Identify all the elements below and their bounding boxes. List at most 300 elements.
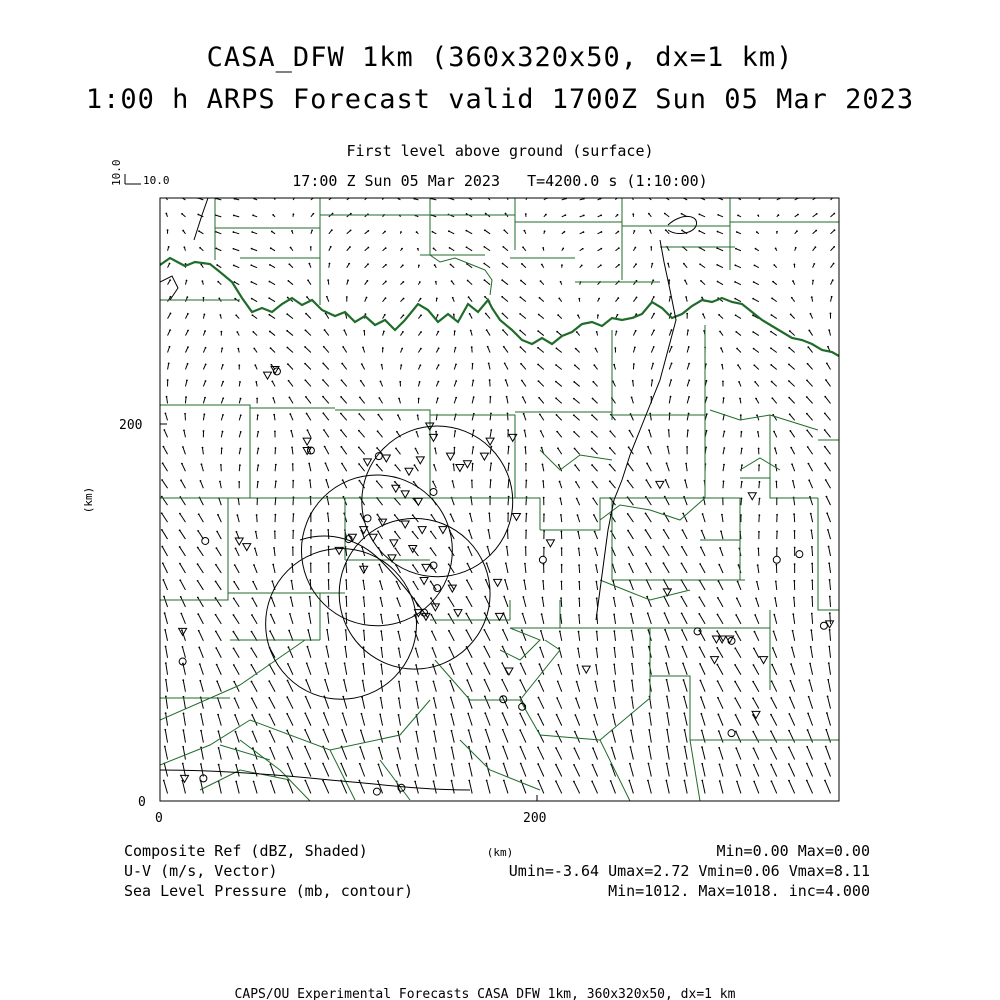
wind-vector bbox=[774, 631, 777, 640]
wind-vector-head bbox=[433, 697, 435, 699]
wind-vector-head bbox=[271, 597, 273, 599]
wind-vector-head bbox=[186, 380, 188, 382]
wind-vector-head bbox=[702, 513, 704, 515]
wind-vector-head bbox=[829, 596, 831, 598]
wind-vector bbox=[434, 765, 436, 777]
wind-vector bbox=[560, 482, 562, 489]
wind-vector bbox=[808, 364, 813, 370]
wind-vector-head bbox=[239, 381, 241, 383]
wind-vector bbox=[201, 697, 204, 708]
wind-vector bbox=[396, 448, 400, 454]
wind-vector bbox=[538, 697, 543, 708]
wind-vector-head bbox=[397, 631, 399, 633]
wind-vector-head bbox=[647, 780, 649, 782]
wind-vector-head bbox=[758, 448, 760, 450]
wind-vector-head bbox=[199, 663, 201, 665]
wind-vector bbox=[182, 647, 185, 658]
wind-vector-head bbox=[754, 614, 756, 616]
wind-vector bbox=[378, 431, 383, 437]
wind-vector bbox=[216, 548, 221, 556]
wind-vector bbox=[164, 780, 168, 793]
wind-vector-head bbox=[288, 263, 290, 265]
wind-vector-head bbox=[792, 630, 794, 632]
wind-vector-head bbox=[577, 314, 579, 316]
wind-vector-head bbox=[828, 562, 830, 564]
wind-vector-head bbox=[340, 396, 342, 398]
wind-vector-head bbox=[651, 263, 653, 265]
wind-vector-head bbox=[717, 697, 719, 699]
wind-vector-head bbox=[752, 697, 754, 699]
wind-vector bbox=[830, 613, 831, 624]
wind-vector-head bbox=[753, 764, 755, 766]
wind-vector-head bbox=[507, 512, 509, 514]
wind-vector-head bbox=[573, 398, 575, 400]
wind-vector-head bbox=[596, 631, 598, 633]
wind-vector bbox=[735, 665, 741, 675]
wind-vector-head bbox=[398, 398, 400, 400]
wind-vector bbox=[520, 680, 526, 691]
wind-vector-head bbox=[268, 314, 270, 316]
wind-vector-head bbox=[630, 613, 632, 615]
wind-vector bbox=[452, 747, 455, 759]
wind-vector-head bbox=[380, 614, 382, 616]
wind-vector-head bbox=[596, 597, 598, 599]
wind-vector-head bbox=[556, 431, 558, 433]
wind-vector-head bbox=[759, 481, 761, 483]
wind-vector-head bbox=[345, 629, 347, 631]
wind-vector bbox=[736, 732, 741, 743]
wind-vector-head bbox=[502, 729, 504, 731]
wind-vector bbox=[759, 515, 760, 522]
wind-vector-head bbox=[810, 313, 812, 315]
wind-vector bbox=[323, 363, 329, 369]
wind-vector-head bbox=[576, 498, 578, 500]
wind-vector-head bbox=[681, 546, 683, 548]
wind-vector-head bbox=[701, 297, 703, 299]
wind-vector-head bbox=[794, 547, 796, 549]
wind-vector-head bbox=[618, 264, 620, 266]
wind-vector bbox=[486, 730, 490, 743]
wind-vector bbox=[629, 547, 634, 556]
wind-vector bbox=[648, 764, 651, 777]
wind-vector bbox=[504, 597, 508, 607]
wind-vector bbox=[735, 265, 741, 267]
wind-vector-head bbox=[505, 562, 507, 564]
wind-vector-head bbox=[489, 379, 491, 381]
wind-vector-head bbox=[341, 379, 343, 381]
wind-vector-head bbox=[796, 230, 798, 232]
wind-vector-head bbox=[415, 731, 417, 733]
wind-vector bbox=[754, 765, 759, 777]
wind-vector-head bbox=[723, 430, 725, 432]
wind-vector bbox=[167, 397, 168, 404]
wind-vector bbox=[270, 731, 275, 743]
wind-vector-head bbox=[288, 646, 290, 648]
wind-vector bbox=[216, 631, 221, 640]
wind-vector-head bbox=[600, 264, 602, 266]
wind-vector bbox=[307, 663, 311, 674]
wind-vector bbox=[719, 565, 723, 573]
wind-vector-head bbox=[776, 231, 778, 233]
wind-vector-head bbox=[538, 697, 540, 699]
wind-vector bbox=[579, 565, 580, 573]
wind-vector bbox=[486, 747, 490, 760]
legend-stats-slp: Min=1012. Max=1018. inc=4.000 bbox=[608, 882, 870, 900]
wind-vector-head bbox=[323, 429, 325, 431]
wind-vector-head bbox=[398, 681, 400, 683]
map-title-line1: CASA_DFW 1km (360x320x50, dx=1 km) bbox=[206, 42, 794, 73]
wind-vector-head bbox=[592, 747, 594, 749]
wind-vector-head bbox=[402, 314, 404, 316]
wind-vector bbox=[524, 580, 526, 590]
wind-vector bbox=[649, 713, 651, 725]
wind-vector bbox=[702, 764, 705, 777]
wind-vector-head bbox=[349, 246, 351, 248]
wind-vector-head bbox=[412, 564, 414, 566]
wind-vector-head bbox=[394, 514, 396, 516]
wind-vector-head bbox=[170, 313, 172, 315]
wind-vector-head bbox=[452, 480, 454, 482]
wind-vector bbox=[468, 281, 472, 285]
wind-vector-head bbox=[271, 231, 273, 233]
wind-vector-head bbox=[735, 248, 737, 250]
wind-vector bbox=[525, 430, 526, 437]
wind-vector-head bbox=[204, 397, 206, 399]
wind-vector-head bbox=[646, 596, 648, 598]
wind-vector-head bbox=[578, 564, 580, 566]
wind-vector bbox=[722, 515, 723, 522]
wind-vector-head bbox=[519, 330, 521, 332]
wind-vector-field bbox=[161, 196, 835, 794]
wind-vector-head bbox=[420, 348, 422, 350]
wind-vector-head bbox=[773, 431, 775, 433]
wind-vector bbox=[233, 232, 239, 234]
wind-vector bbox=[253, 582, 257, 590]
station-circle bbox=[773, 556, 780, 563]
wind-vector-head bbox=[367, 230, 369, 232]
wind-vector-head bbox=[683, 696, 685, 698]
wind-vector bbox=[484, 264, 490, 268]
wind-vector bbox=[808, 447, 813, 454]
wind-vector-head bbox=[542, 247, 544, 249]
wind-vector bbox=[596, 565, 598, 573]
wind-vector-head bbox=[556, 697, 558, 699]
wind-vector-head bbox=[502, 629, 504, 631]
wind-vector-head bbox=[824, 412, 826, 414]
wind-vector-head bbox=[468, 746, 470, 748]
wind-vector-head bbox=[402, 331, 404, 333]
wind-vector-head bbox=[770, 697, 772, 699]
wind-vector-head bbox=[185, 396, 187, 398]
wind-vector-head bbox=[788, 746, 790, 748]
wind-vector-head bbox=[345, 596, 347, 598]
wind-vector bbox=[793, 481, 795, 488]
wind-vector bbox=[275, 498, 276, 505]
wind-vector bbox=[503, 630, 508, 641]
wind-vector bbox=[828, 680, 830, 692]
wind-vector-head bbox=[699, 663, 701, 665]
wind-vector bbox=[503, 264, 508, 268]
wind-vector bbox=[218, 515, 221, 522]
wind-vector-head bbox=[272, 564, 274, 566]
wind-vector-head bbox=[308, 612, 310, 614]
wind-vector bbox=[201, 464, 203, 471]
wind-vector bbox=[610, 431, 615, 437]
wind-vector-head bbox=[594, 697, 596, 699]
wind-vector bbox=[576, 698, 580, 708]
wind-vector-head bbox=[164, 629, 166, 631]
wind-vector bbox=[593, 482, 598, 488]
wind-vector-head bbox=[808, 696, 810, 698]
wind-vector bbox=[234, 648, 240, 657]
wind-vector-head bbox=[437, 397, 439, 399]
wind-vector bbox=[363, 664, 364, 675]
wind-vector-head bbox=[448, 630, 450, 632]
wind-vector bbox=[257, 482, 258, 488]
wind-vector bbox=[630, 747, 633, 759]
wind-vector-head bbox=[367, 247, 369, 249]
station-triangle bbox=[546, 540, 554, 547]
wind-vector-head bbox=[578, 298, 580, 300]
wind-vector bbox=[467, 680, 472, 692]
wind-vector bbox=[466, 247, 472, 251]
wind-vector-head bbox=[399, 381, 401, 383]
y-axis-unit: (km) bbox=[82, 486, 95, 514]
wind-vector-head bbox=[631, 680, 633, 682]
wind-vector-head bbox=[811, 563, 813, 565]
wind-vector-head bbox=[169, 279, 171, 281]
wind-vector-head bbox=[234, 697, 236, 699]
station-triangle bbox=[439, 527, 447, 534]
wind-vector bbox=[682, 530, 687, 539]
wind-vector-head bbox=[290, 247, 292, 249]
wind-vector-head bbox=[741, 481, 743, 483]
wind-vector bbox=[293, 514, 294, 522]
wind-vector-head bbox=[362, 347, 364, 349]
wind-vector-head bbox=[255, 531, 257, 533]
wind-vector-head bbox=[759, 498, 761, 500]
wind-vector bbox=[775, 598, 777, 607]
wind-vector bbox=[271, 348, 276, 352]
wind-vector-head bbox=[738, 381, 740, 383]
wind-vector bbox=[395, 498, 401, 505]
wind-vector bbox=[702, 780, 705, 793]
wind-vector-head bbox=[702, 313, 704, 315]
wind-vector-head bbox=[490, 462, 492, 464]
wind-vector-head bbox=[251, 631, 253, 633]
wind-vector bbox=[628, 464, 633, 471]
wind-vector-head bbox=[255, 381, 257, 383]
wind-vector-head bbox=[448, 597, 450, 599]
wind-vector-head bbox=[254, 364, 256, 366]
wind-vector-head bbox=[793, 513, 795, 515]
wind-vector-head bbox=[734, 281, 736, 283]
wind-vector-head bbox=[415, 647, 417, 649]
wind-vector-head bbox=[269, 730, 271, 732]
wind-vector-head bbox=[304, 712, 306, 714]
wind-vector-head bbox=[468, 763, 470, 765]
wind-vector-head bbox=[717, 714, 719, 716]
wind-vector-head bbox=[555, 764, 557, 766]
wind-vector-head bbox=[555, 747, 557, 749]
wind-vector bbox=[341, 430, 347, 437]
wind-vector-head bbox=[251, 714, 253, 716]
wind-vector-head bbox=[578, 548, 580, 550]
wind-vector bbox=[647, 580, 652, 590]
wind-vector bbox=[236, 548, 240, 556]
wind-vector-head bbox=[575, 697, 577, 699]
wind-vector-head bbox=[287, 763, 289, 765]
wind-vector-head bbox=[699, 263, 701, 265]
wind-vector-head bbox=[343, 496, 345, 498]
wind-vector bbox=[431, 531, 436, 539]
wind-vector-head bbox=[341, 729, 343, 731]
wind-vector-head bbox=[217, 730, 219, 732]
wind-vector bbox=[341, 447, 346, 454]
wind-vector-head bbox=[617, 231, 619, 233]
wind-vector-head bbox=[717, 614, 719, 616]
wind-vector bbox=[292, 447, 293, 454]
wind-vector-head bbox=[734, 298, 736, 300]
wind-vector bbox=[272, 598, 276, 607]
wind-vector-head bbox=[205, 363, 207, 365]
wind-vector-head bbox=[560, 514, 562, 516]
wind-vector-head bbox=[346, 296, 348, 298]
wind-vector-head bbox=[222, 414, 224, 416]
wind-vector bbox=[538, 781, 543, 794]
wind-vector-head bbox=[508, 496, 510, 498]
wind-vector bbox=[772, 398, 776, 403]
wind-vector bbox=[487, 547, 490, 556]
wind-vector bbox=[613, 698, 615, 709]
wind-vector bbox=[252, 632, 258, 641]
wind-vector-head bbox=[583, 231, 585, 233]
wind-vector bbox=[199, 631, 204, 641]
wind-vector-head bbox=[350, 229, 352, 231]
wind-vector-head bbox=[251, 681, 253, 683]
wind-vector-head bbox=[233, 597, 235, 599]
wind-vector bbox=[452, 781, 455, 794]
wind-vector-head bbox=[384, 314, 386, 316]
wind-vector-head bbox=[200, 713, 202, 715]
wind-vector-head bbox=[525, 546, 527, 548]
wind-vector-head bbox=[812, 280, 814, 282]
wind-vector-head bbox=[251, 298, 253, 300]
wind-vector-head bbox=[668, 429, 670, 431]
wind-vector bbox=[507, 397, 508, 404]
wind-vector bbox=[467, 647, 473, 658]
wind-vector bbox=[346, 630, 347, 641]
wind-vector-head bbox=[789, 330, 791, 332]
wind-vector-head bbox=[362, 680, 364, 682]
wind-vector bbox=[288, 664, 293, 675]
wind-vector-head bbox=[431, 631, 433, 633]
wind-vector-head bbox=[555, 364, 557, 366]
wind-vector-head bbox=[560, 597, 562, 599]
wind-vector bbox=[239, 465, 240, 471]
wind-vector-head bbox=[380, 664, 382, 666]
wind-vector-head bbox=[396, 764, 398, 766]
wind-vector bbox=[629, 431, 633, 438]
wind-vector-head bbox=[324, 446, 326, 448]
x-tick-200: 200 bbox=[523, 811, 547, 826]
wind-vector-head bbox=[252, 314, 254, 316]
reference-vector-v-label: 10.0 bbox=[110, 159, 123, 186]
wind-vector-head bbox=[645, 479, 647, 481]
wind-vector-head bbox=[292, 463, 294, 465]
wind-vector-head bbox=[342, 479, 344, 481]
wind-vector bbox=[522, 380, 526, 386]
wind-vector-head bbox=[522, 396, 524, 398]
wind-vector-head bbox=[345, 579, 347, 581]
wind-vector bbox=[647, 463, 651, 471]
wind-vector-head bbox=[752, 331, 754, 333]
wind-vector-head bbox=[487, 346, 489, 348]
wind-vector-head bbox=[348, 263, 350, 265]
wind-vector bbox=[342, 463, 347, 471]
wind-vector-head bbox=[322, 763, 324, 765]
station-circle bbox=[539, 556, 546, 563]
wind-vector bbox=[610, 465, 616, 472]
wind-vector-head bbox=[234, 564, 236, 566]
wind-vector bbox=[183, 730, 185, 742]
wind-vector bbox=[431, 548, 437, 556]
wind-vector-head bbox=[833, 246, 835, 248]
wind-vector bbox=[794, 597, 795, 606]
wind-vector-head bbox=[543, 497, 545, 499]
wind-vector bbox=[489, 363, 490, 369]
wind-vector bbox=[684, 780, 687, 793]
wind-vector-head bbox=[179, 513, 181, 515]
wind-vector-head bbox=[558, 464, 560, 466]
wind-vector-head bbox=[808, 330, 810, 332]
wind-vector-head bbox=[539, 663, 541, 665]
wind-vector bbox=[721, 531, 723, 539]
wind-vector-head bbox=[325, 479, 327, 481]
wind-vector-head bbox=[825, 729, 827, 731]
wind-vector-head bbox=[734, 647, 736, 649]
wind-vector-head bbox=[539, 647, 541, 649]
wind-vector bbox=[771, 765, 777, 777]
wind-vector bbox=[484, 247, 490, 251]
wind-vector bbox=[397, 582, 401, 590]
wind-vector-head bbox=[681, 213, 683, 215]
wind-vector bbox=[434, 715, 436, 726]
wind-vector-head bbox=[286, 330, 288, 332]
wind-vector-head bbox=[487, 546, 489, 548]
wind-vector-head bbox=[756, 581, 758, 583]
wind-vector-head bbox=[795, 247, 797, 249]
wind-vector-head bbox=[792, 280, 794, 282]
wind-vector-head bbox=[292, 530, 294, 532]
station-triangle bbox=[486, 438, 494, 445]
wind-vector-head bbox=[663, 512, 665, 514]
wind-vector-head bbox=[449, 663, 451, 665]
wind-vector-head bbox=[234, 298, 236, 300]
wind-vector bbox=[682, 547, 687, 556]
wind-vector bbox=[830, 580, 831, 590]
wind-vector-head bbox=[521, 263, 523, 265]
wind-vector bbox=[379, 398, 382, 403]
wind-vector-head bbox=[826, 712, 828, 714]
wind-vector bbox=[218, 731, 221, 742]
wind-vector-head bbox=[555, 730, 557, 732]
wind-vector-head bbox=[741, 448, 743, 450]
wind-vector bbox=[216, 565, 221, 573]
wind-vector-head bbox=[205, 347, 207, 349]
wind-vector-head bbox=[735, 614, 737, 616]
wind-vector-head bbox=[360, 730, 362, 732]
